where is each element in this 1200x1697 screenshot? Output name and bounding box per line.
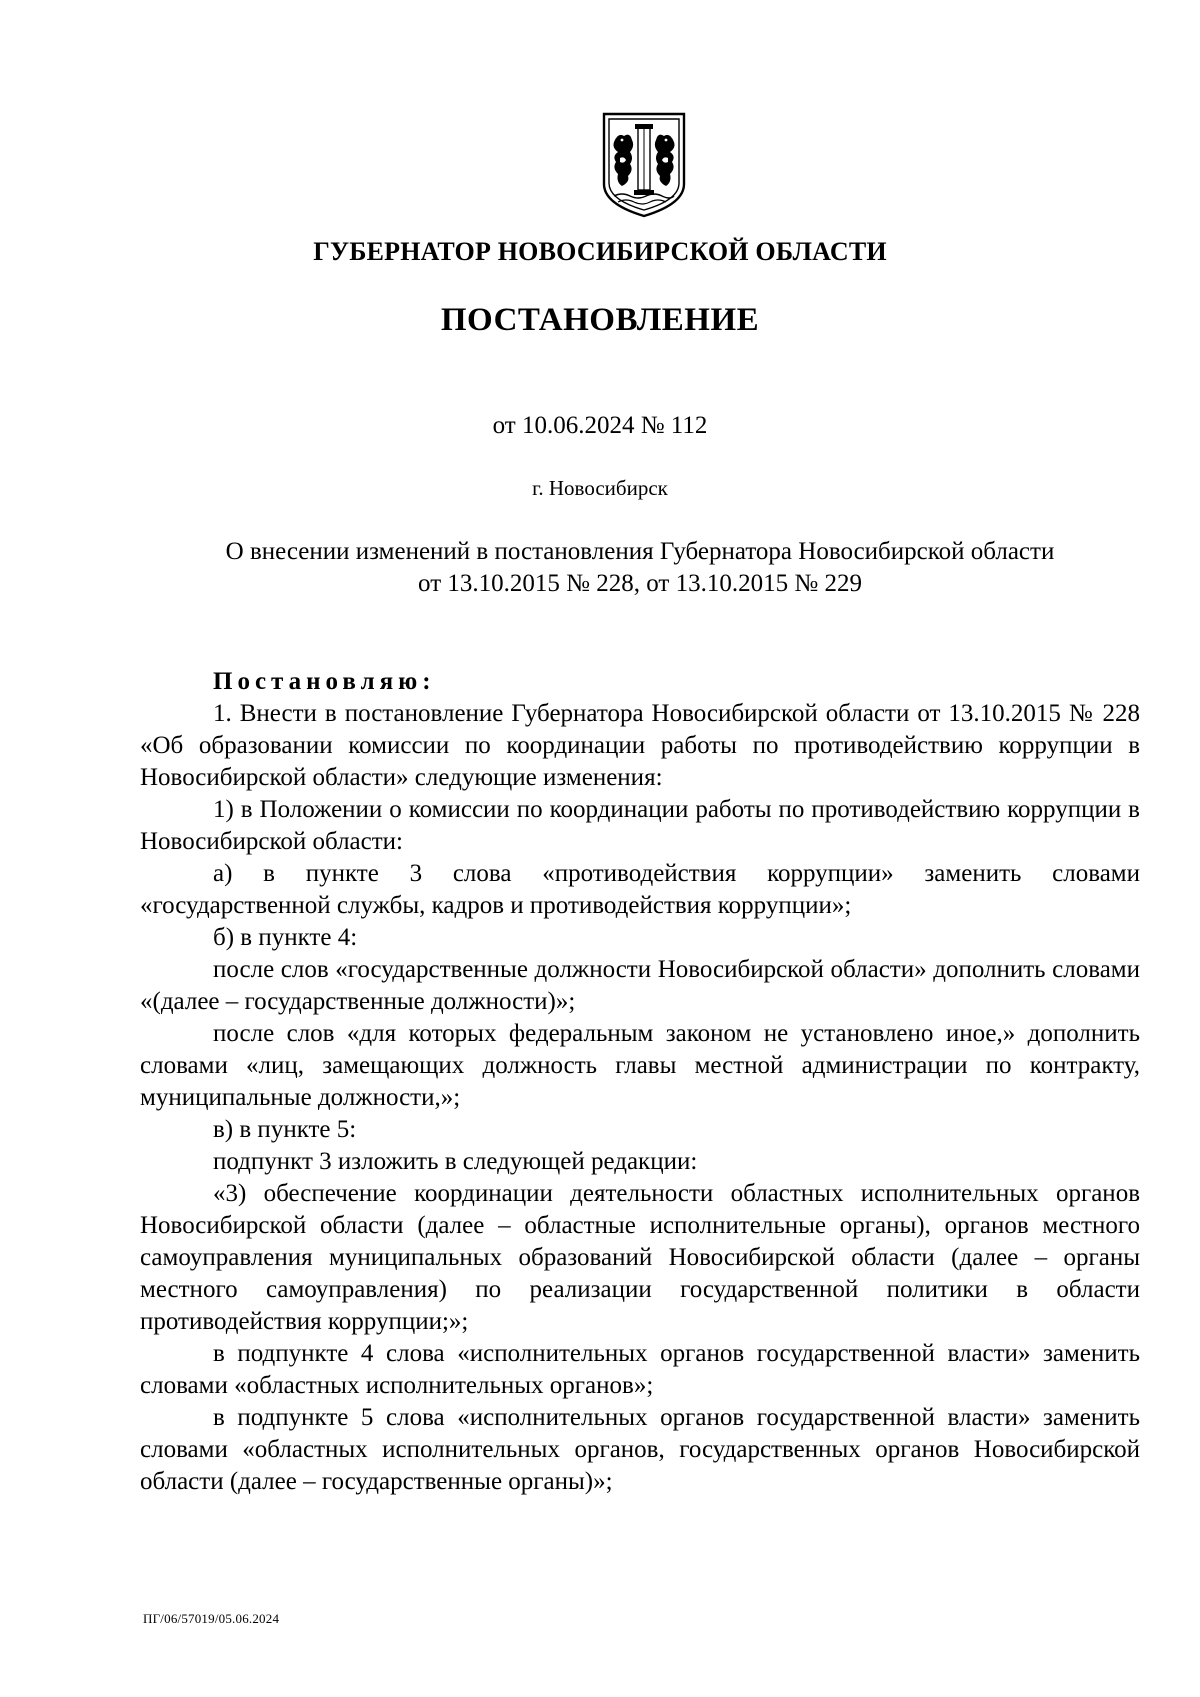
coat-of-arms-icon (600, 112, 688, 218)
document-body (140, 666, 1140, 1498)
subject-line: О внесении изменений в постановления Губернатора Новосибирской области (225, 538, 1055, 565)
subject-line: от 13.10.2015 № 228, от 13.10.2015 № 229 (418, 570, 862, 597)
body-paragraph: после слов «государственные должности Новосибирской области» дополнить словами «(далее – государственные должности)»; (140, 956, 1140, 1015)
document-subject (140, 536, 1140, 600)
body-paragraph: в подпункте 4 слова «исполнительных органов государственной власти» заменить словами «областных исполнительных органов»; (140, 1340, 1140, 1399)
body-paragraph: а) в пункте 3 слова «противодействия коррупции» заменить словами «государственной службы, кадров и противодействия коррупции»; (140, 860, 1140, 919)
body-paragraph: после слов «для которых федеральным законом не установлено иное,» дополнить словами «лиц, замещающих должность главы местной администрации по контракту, муниципальные должности,»; (140, 1020, 1140, 1111)
authority-title: ГУБЕРНАТОР НОВОСИБИРСКОЙ ОБЛАСТИ (313, 237, 887, 266)
city: г. Новосибирск (532, 476, 668, 500)
body-paragraph: в) в пункте 5: (213, 1116, 357, 1143)
date-and-number: от 10.06.2024 № 112 (492, 412, 708, 439)
body-paragraph: 1) в Положении о комиссии по координации работы по противодействию коррупции в Новосибирской области: (140, 796, 1140, 855)
body-paragraph: б) в пункте 4: (213, 924, 358, 951)
body-paragraph: 1. Внести в постановление Губернатора Новосибирской области от 13.10.2015 № 228 «Об образовании комиссии по координации работы по противодействию коррупции в Новосибирской области» следующие изменения: (140, 700, 1140, 791)
document-code: ПГ/06/57019/05.06.2024 (143, 1611, 280, 1626)
resolve-heading: Постановляю: (213, 668, 436, 695)
document-type: ПОСТАНОВЛЕНИЕ (440, 302, 760, 338)
body-paragraph: подпункт 3 изложить в следующей редакции: (213, 1148, 698, 1175)
body-paragraph: в подпункте 5 слова «исполнительных органов государственной власти» заменить словами «областных исполнительных органов, государственных органов Новосибирской области (далее – государственные органы)»; (140, 1404, 1140, 1495)
body-paragraph: «3) обеспечение координации деятельности областных исполнительных органов Новосибирской области (далее – областные исполнительные органы), органов местного самоуправления муниципальных образований Новосибирской области (далее – органы местного самоуправления) по реализации государственной политики в области противодействия коррупции;»; (140, 1180, 1140, 1335)
